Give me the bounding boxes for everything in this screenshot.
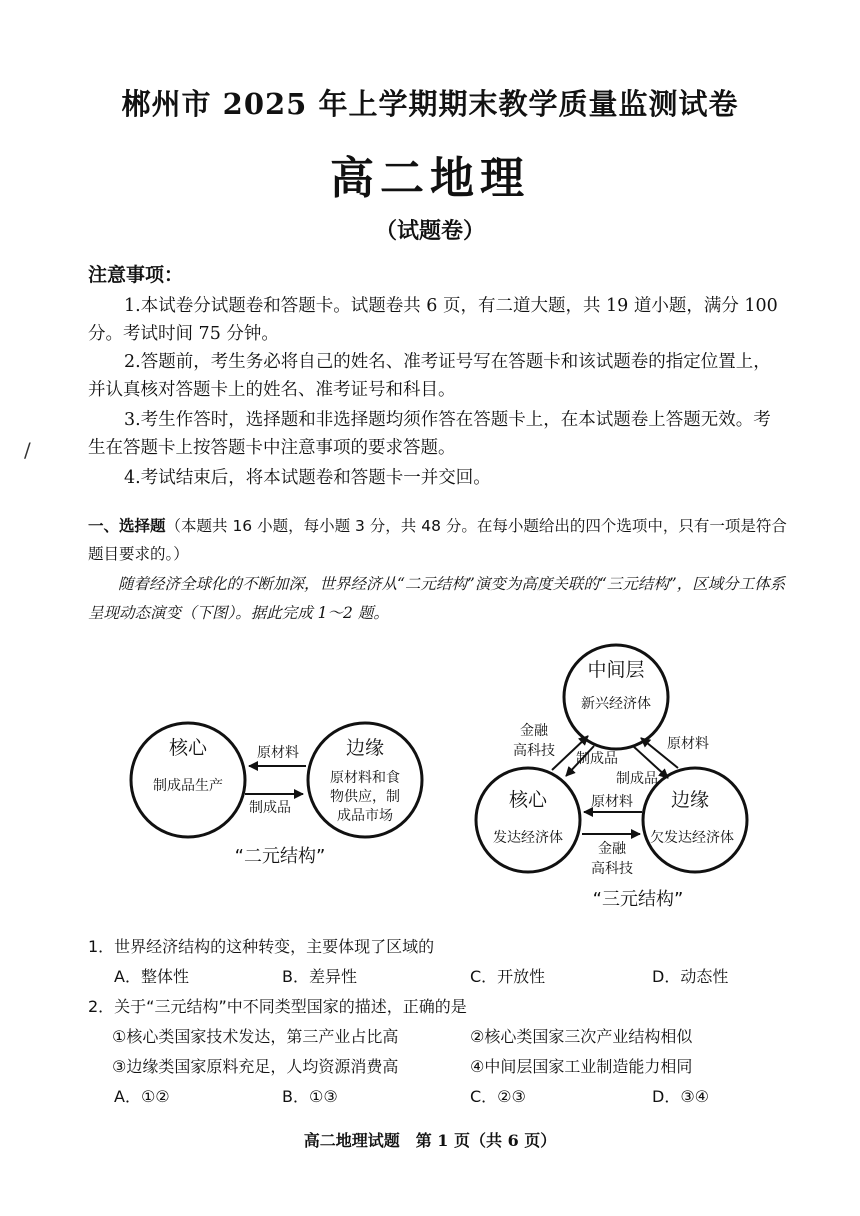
core-title: 核心	[168, 737, 208, 759]
notice-text: 1.本试卷分试题卷和答题卡。试题卷共 6 页，有二道大题，共 19 道小题，满分 100 分。考试时间 75 分钟。	[88, 296, 778, 344]
exam-title: 郴州市 2025 年上学期期末教学质量监测试卷	[121, 87, 739, 121]
question-1-stem: 1．世界经济结构的这种转变，主要体现了区域的	[88, 937, 435, 956]
question-2-stem: 2．关于“三元结构”中不同类型国家的描述，正确的是	[88, 997, 467, 1016]
core-title: 核心	[508, 789, 548, 811]
middle-layer-desc: 新兴经济体	[581, 696, 651, 712]
question-1-option-a[interactable]: A．整体性	[114, 967, 189, 986]
binary-structure-diagram	[131, 723, 422, 867]
notice-text: 4.考试结束后，将本试题卷和答题卡一并交回。	[124, 468, 491, 488]
page-footer: 高二地理试题 第 1 页（共 6 页）	[303, 1131, 557, 1150]
section-instructions: （本题共 16 小题，每小题 3 分，共 48 分。在每小题给出的四个选项中，只有一项是符合题目要求的。）	[88, 517, 787, 563]
question-2-statement: ②核心类国家三次产业结构相似	[470, 1027, 693, 1046]
core-desc: 制成品生产	[153, 778, 223, 794]
manufactured-label: 制成品	[576, 751, 618, 767]
finance-label: 金融	[520, 723, 548, 739]
raw-material-label: 原材料	[591, 794, 633, 810]
question-1-option-c[interactable]: C．开放性	[470, 967, 546, 986]
raw-material-label: 原材料	[667, 736, 709, 752]
question-2-statement: ④中间层国家工业制造能力相同	[470, 1057, 693, 1076]
manufactured-label: 制成品	[249, 800, 291, 816]
core-circle	[476, 768, 580, 872]
middle-layer-title: 中间层	[587, 659, 645, 681]
ternary-caption: “三元结构”	[592, 889, 684, 910]
question-2-option-a[interactable]: A．①②	[114, 1087, 170, 1106]
hightech-label: 高科技	[513, 743, 555, 759]
periphery-desc: 欠发达经济体	[650, 830, 734, 846]
question-2-statement: ①核心类国家技术发达，第三产业占比高	[112, 1027, 399, 1046]
paper-type: （试题卷）	[374, 219, 485, 244]
subject-title: 高二地理	[330, 153, 530, 204]
ternary-structure-diagram	[476, 645, 747, 910]
periphery-circle	[643, 768, 747, 872]
core-desc: 发达经济体	[493, 830, 563, 846]
periphery-desc-line: 原材料和食	[330, 770, 400, 786]
question-1-option-b[interactable]: B．差异性	[282, 967, 357, 986]
finance-label: 金融	[598, 841, 626, 857]
question-2-option-b[interactable]: B．①③	[282, 1087, 338, 1106]
periphery-desc-line: 成品市场	[337, 808, 393, 824]
raw-material-label: 原材料	[257, 745, 299, 761]
notice-text: 3.考生作答时，选择题和非选择题均须作答在答题卡上，在本试题卷上答题无效。考生在答题卡上按答题卡中注意事项的要求答题。	[88, 410, 771, 458]
stray-pen-mark: /	[24, 438, 31, 462]
question-2-option-d[interactable]: D．③④	[652, 1087, 710, 1106]
question-2-statement: ③边缘类国家原料充足，人均资源消费高	[112, 1057, 399, 1076]
section-title: 一、选择题	[88, 517, 166, 535]
binary-caption: “二元结构”	[234, 846, 326, 867]
intro-text: 随着经济全球化的不断加深，世界经济从“二元结构”演变为高度关联的“三元结构”，区域分工体系呈现动态演变（下图）。据此完成 1～2 题。	[88, 575, 786, 622]
question-1-option-d[interactable]: D．动态性	[652, 967, 729, 986]
periphery-title: 边缘	[345, 737, 385, 759]
periphery-desc-line: 物供应，制	[330, 789, 400, 805]
manufactured-label: 制成品	[616, 771, 658, 787]
periphery-title: 边缘	[670, 789, 710, 811]
notice-heading: 注意事项：	[88, 264, 184, 286]
hightech-label: 高科技	[591, 861, 633, 877]
notice-text: 2.答题前，考生务必将自己的姓名、准考证号写在答题卡和该试题卷的指定位置上，并认真核对答题卡上的姓名、准考证号和科目。	[88, 352, 771, 400]
question-2-option-c[interactable]: C．②③	[470, 1087, 526, 1106]
